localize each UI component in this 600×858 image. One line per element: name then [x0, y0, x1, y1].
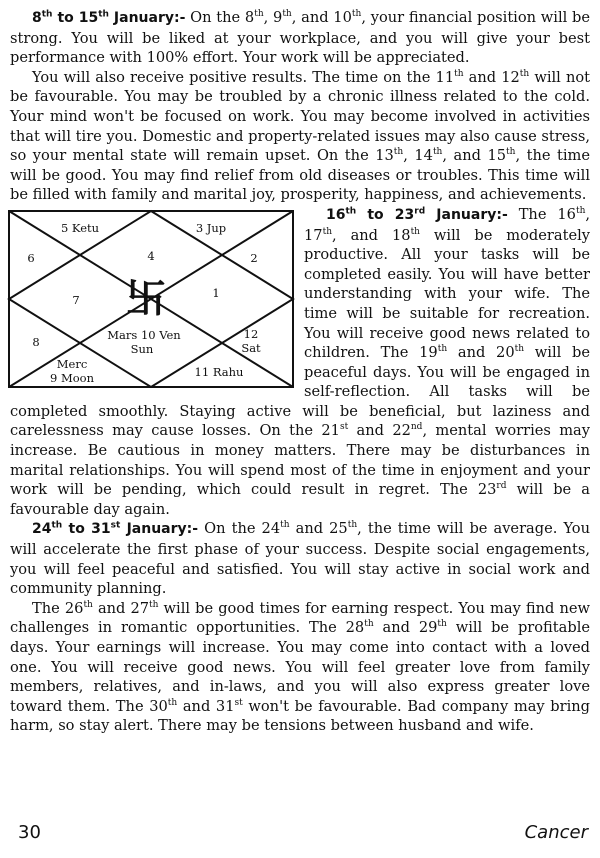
house-10-label-b: Sun [130, 341, 154, 356]
ordinal-suffix: st [110, 520, 121, 531]
ordinal-suffix: th [351, 9, 362, 20]
section-heading-8-15-jan: 8th to 15th January:- [32, 9, 186, 26]
ordinal-suffix: th [347, 520, 358, 531]
house-9-label-b: 9 Moon [49, 370, 95, 385]
ordinal-suffix: st [339, 422, 349, 433]
ordinal-suffix: th [410, 226, 420, 237]
ordinal-suffix: th [437, 619, 447, 630]
ordinal-suffix: st [234, 697, 243, 708]
house-12-label-b: Sat [241, 340, 261, 355]
house-10-label-a: Mars 10 Ven [107, 327, 181, 342]
ordinal-suffix: th [149, 599, 159, 610]
house-5-label: 5 Ketu [60, 220, 100, 235]
ordinal-suffix: th [506, 147, 516, 158]
house-4-label: 4 [147, 248, 155, 263]
ordinal-suffix: th [393, 147, 404, 158]
paragraph-8-15-jan [10, 8, 590, 68]
ordinal-suffix: th [454, 68, 464, 79]
ordinal-suffix: th [519, 68, 530, 79]
ordinal-suffix: th [345, 206, 357, 217]
ordinal-suffix: th [575, 206, 586, 217]
ordinal-suffix: th [437, 344, 448, 355]
house-12-label-a: 12 [243, 326, 259, 341]
ordinal-suffix: th [514, 344, 525, 355]
ordinal-suffix: rd [414, 206, 426, 217]
page-body [10, 8, 590, 736]
paragraph-respect: The 26th and 27th will be good times for earning respect. You may find new challenges in romantic opportunities. The 28th and 29th will be profitable days. Your earnings will increase. You may come into contact with a loved one. You will receive good news. You will feel greater love from family members, relatives, and in-laws, and you will also express greater love toward them. The 30th and 31st won't be favourable. Bad company may bring harm, so stay alert. There may be tensions between husband and wife. [10, 599, 591, 735]
paragraph-results: You will also receive positive results. The time on the 11th and 12th will not be favourable. You may be troubled by a chronic illness related to the cold. Your mind won't be focused on work. You may become involved in activities that will tire you. Domestic and property-related issues may also cause stress, so your mental state will remain upset. On the 13th, 14th, and 15th, the time will be good. You may find relief from old diseases or troubles. This time will be filled with family and marital joy, prosperity, happiness, and achievements. [10, 68, 590, 204]
house-11-label: 11 Rahu [194, 364, 244, 379]
house-1-label: 1 [212, 285, 220, 300]
ordinal-suffix: th [364, 619, 374, 630]
page-number: 30 [18, 822, 41, 843]
swastika-icon: 卐 [126, 275, 166, 322]
ordinal-suffix: th [51, 520, 63, 531]
paragraph-text: On the 24th and 25th, the time will be average. You will accelerate the first phase of your success. Despite social engagements, you will feel peaceful and satisfied. You will stay active in social work and community planning. [10, 520, 590, 598]
paragraph-text: On the 8th, 9th, and 10th, your financial position will be strong. You will be liked at your workplace, and you will give your best performance with 100% effort. Your work will be appreciated. [10, 9, 591, 67]
ordinal-suffix: th [41, 9, 53, 20]
ordinal-suffix: th [322, 226, 332, 237]
paragraph-24-31-jan [10, 519, 590, 598]
ordinal-suffix: th [432, 147, 443, 158]
ordinal-suffix: th [83, 599, 93, 610]
birth-chart-diagram [6, 208, 296, 390]
house-9-label-a: Merc [56, 356, 88, 371]
house-6-label: 6 [27, 250, 35, 265]
paragraph-text: The 16th, 17th, and 18th will be moderately productive. All your tasks will be completed easily. You will have better understanding with your wife. The time will be suitable for recreation. You will receive good news related to children. The 19th and 20th will be peaceful days. You will be engaged in self-reflection. All tasks will be completed smoothly. Staying active will be beneficial, but laziness and carelessness may cause losses. On the 21st and 22nd, mental worries may increase. Be cautious in money matters. There may be disturbances in marital relationships. You will spend most of the time in enjoyment and your work will be pending, which could result in regret. The 23rd will be a favourable day again. [10, 205, 591, 518]
house-7-label: 7 [72, 292, 80, 307]
ordinal-suffix: rd [496, 481, 507, 492]
ordinal-suffix: th [98, 9, 109, 20]
house-3-label: 3 Jup [195, 220, 227, 235]
house-2-label: 2 [250, 250, 258, 265]
ordinal-suffix: th [254, 9, 264, 20]
birth-chart [6, 208, 296, 390]
house-8-label: 8 [32, 334, 40, 349]
section-heading-16-23-jan: 16th to 23rd January:- [326, 206, 508, 223]
zodiac-sign-footer: Cancer [524, 822, 588, 843]
ordinal-suffix: nd [410, 422, 423, 433]
section-heading-24-31-jan: 24th to 31st January:- [32, 520, 199, 538]
ordinal-suffix: th [167, 697, 178, 708]
ordinal-suffix: th [282, 9, 292, 20]
ordinal-suffix: th [280, 520, 290, 531]
